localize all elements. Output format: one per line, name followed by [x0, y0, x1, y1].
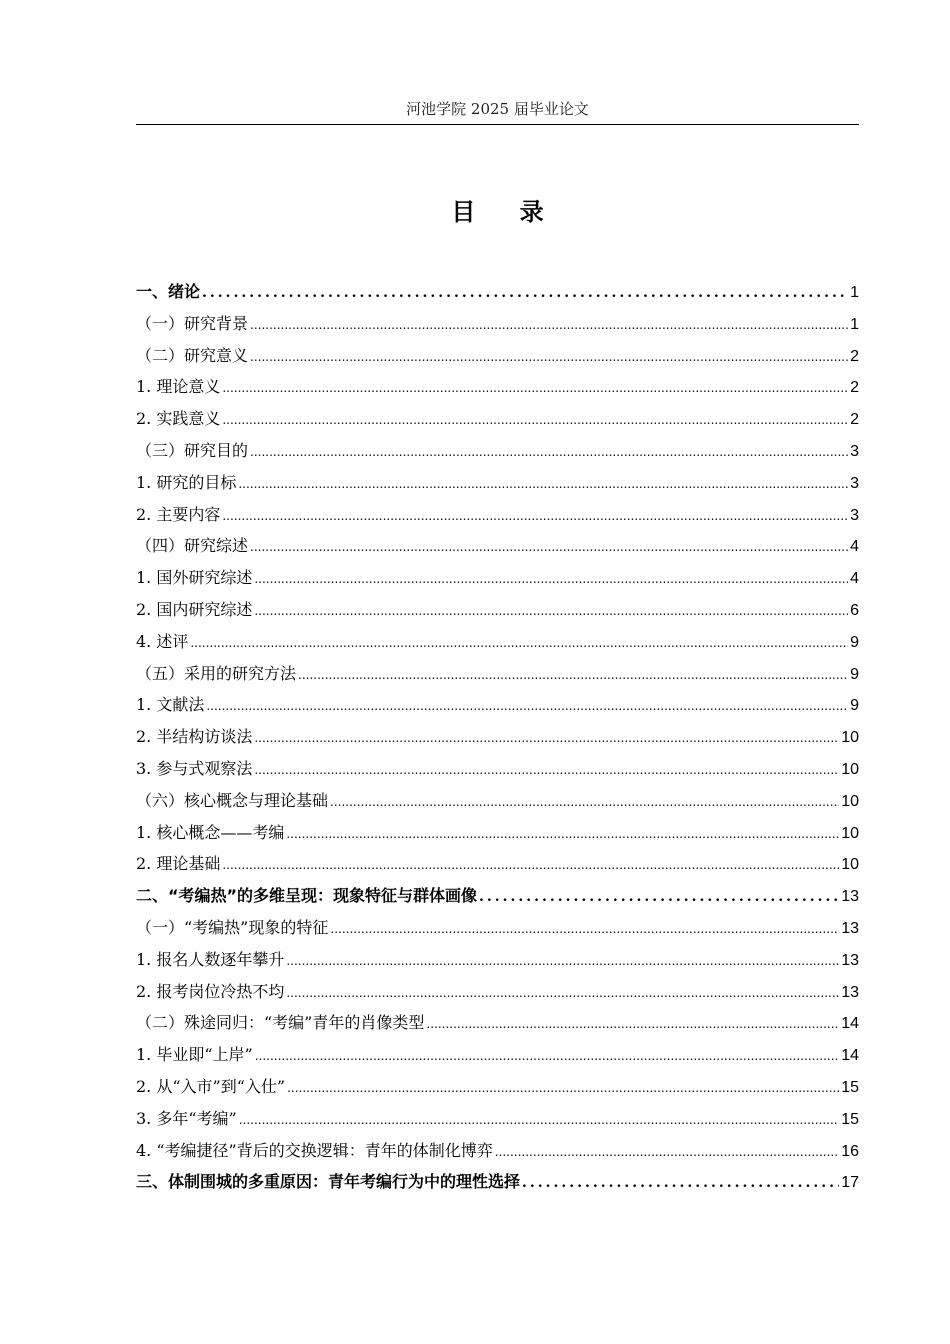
toc-leader-dots — [286, 976, 839, 1010]
toc-entry-page-number: 1 — [850, 284, 859, 301]
toc-leader-dots — [479, 880, 839, 914]
toc-entry[interactable] — [136, 848, 859, 880]
toc-leader-dots — [206, 689, 848, 723]
toc-entry-page-number: 10 — [841, 824, 859, 842]
toc-leader-dots — [287, 1071, 839, 1105]
toc-entry-page-number: 10 — [841, 856, 859, 874]
toc-entry-label: 1. 文献法 — [136, 695, 205, 715]
toc-entry-label: 3. 参与式观察法 — [136, 758, 253, 778]
toc-entry[interactable] — [136, 308, 859, 340]
toc-entry[interactable] — [136, 912, 859, 944]
toc-entry-label: 2. 国内研究综述 — [136, 599, 253, 619]
toc-entry-page-number: 17 — [841, 1174, 859, 1192]
toc-entry-label: （二）研究意义 — [136, 345, 249, 365]
toc-entry-page-number: 9 — [850, 697, 859, 715]
toc-entry-label: （三）研究目的 — [136, 440, 249, 460]
toc-leader-dots — [250, 435, 848, 469]
toc-entry[interactable] — [136, 785, 859, 817]
toc-entry[interactable] — [136, 753, 859, 785]
toc-entry-page-number: 13 — [841, 919, 859, 937]
header-divider — [136, 124, 859, 125]
toc-leader-dots — [495, 1135, 839, 1169]
toc-entry[interactable] — [136, 499, 859, 531]
toc-leader-dots — [255, 1039, 839, 1073]
toc-entry[interactable] — [136, 594, 859, 626]
toc-entry[interactable] — [136, 467, 859, 499]
toc-entry[interactable] — [136, 976, 859, 1008]
toc-entry[interactable] — [136, 658, 859, 690]
toc-entry-label: 二、“考编热”的多维呈现：现象特征与群体画像 — [136, 886, 478, 906]
toc-leader-dots — [254, 721, 839, 755]
page-title: 目 录 — [451, 197, 562, 226]
toc-entry-label: 2. 实践意义 — [136, 409, 221, 429]
toc-entry[interactable] — [136, 1071, 859, 1103]
toc-entry-label: 2. 理论基础 — [136, 854, 221, 874]
toc-entry[interactable] — [136, 1007, 859, 1039]
toc-entry[interactable] — [136, 721, 859, 753]
toc-entry[interactable] — [136, 689, 859, 721]
toc-entry-page-number: 2 — [850, 411, 859, 429]
toc-entry-label: 三、体制围城的多重原因：青年考编行为中的理性选择 — [136, 1172, 521, 1192]
toc-entry[interactable] — [136, 276, 859, 308]
toc-entry[interactable] — [136, 880, 859, 912]
toc-entry[interactable] — [136, 562, 859, 594]
toc-entry-label: （六）核心概念与理论基础 — [136, 790, 329, 810]
toc-entry[interactable] — [136, 403, 859, 435]
toc-leader-dots — [254, 594, 848, 628]
toc-leader-dots — [254, 562, 848, 596]
toc-leader-dots — [202, 276, 848, 310]
toc-entry[interactable] — [136, 1039, 859, 1071]
toc-entry[interactable] — [136, 371, 859, 403]
toc-entry-label: 4. “考编捷径”背后的交换逻辑：青年的体制化博弈 — [136, 1140, 493, 1160]
toc-entry-label: 1. 国外研究综述 — [136, 568, 253, 588]
toc-entry-page-number: 2 — [850, 379, 859, 397]
toc-entry[interactable] — [136, 944, 859, 976]
toc-entry-page-number: 4 — [850, 570, 859, 588]
toc-leader-dots — [426, 1007, 839, 1041]
toc-entry-label: 2. 报考岗位冷热不均 — [136, 981, 285, 1001]
toc-leader-dots — [222, 848, 839, 882]
toc-entry-label: （一）研究背景 — [136, 313, 249, 333]
toc-entry[interactable] — [136, 435, 859, 467]
toc-leader-dots — [522, 1166, 839, 1200]
toc-entry-page-number: 15 — [841, 1110, 859, 1128]
toc-entry-page-number: 14 — [841, 1047, 859, 1065]
toc-entry-label: （四）研究综述 — [136, 536, 249, 556]
toc-entry-page-number: 9 — [850, 633, 859, 651]
toc-entry-label: （二）殊途同归：“考编”青年的肖像类型 — [136, 1013, 425, 1033]
toc-entry-page-number: 3 — [850, 474, 859, 492]
toc-entry[interactable] — [136, 530, 859, 562]
toc-entry-page-number: 9 — [850, 665, 859, 683]
toc-entry-page-number: 10 — [841, 792, 859, 810]
toc-leader-dots — [250, 308, 848, 342]
table-of-contents — [136, 276, 859, 1198]
toc-entry-page-number: 6 — [850, 601, 859, 619]
toc-entry[interactable] — [136, 340, 859, 372]
toc-entry-page-number: 3 — [850, 442, 859, 460]
toc-entry-page-number: 2 — [850, 347, 859, 365]
toc-leader-dots — [222, 403, 848, 437]
toc-entry-label: 1. 核心概念——考编 — [136, 822, 285, 842]
toc-entry-page-number: 16 — [841, 1142, 859, 1160]
toc-leader-dots — [286, 944, 839, 978]
toc-entry-page-number: 13 — [841, 983, 859, 1001]
toc-entry-label: 1. 毕业即“上岸” — [136, 1045, 253, 1065]
toc-entry-label: 2. 从“入市”到“入仕” — [136, 1076, 286, 1096]
toc-entry-page-number: 10 — [841, 729, 859, 747]
toc-entry-label: （五）采用的研究方法 — [136, 663, 297, 683]
toc-leader-dots — [239, 1103, 839, 1137]
toc-entry-label: 1. 理论意义 — [136, 377, 221, 397]
toc-entry-label: （一）“考编热”现象的特征 — [136, 917, 329, 937]
toc-leader-dots — [298, 658, 848, 692]
toc-entry[interactable] — [136, 1166, 859, 1198]
toc-entry[interactable] — [136, 626, 859, 658]
toc-entry-label: 4. 述评 — [136, 631, 189, 651]
toc-leader-dots — [330, 912, 839, 946]
toc-entry-page-number: 3 — [850, 506, 859, 524]
toc-entry-label: 1. 报名人数逐年攀升 — [136, 949, 285, 969]
toc-entry-page-number: 13 — [841, 888, 859, 906]
toc-entry-label: 一、绪论 — [136, 282, 201, 301]
toc-leader-dots — [250, 340, 848, 374]
toc-entry-label: 2. 半结构访谈法 — [136, 727, 253, 747]
toc-leader-dots — [238, 467, 848, 501]
toc-entry-label: 1. 研究的目标 — [136, 472, 237, 492]
toc-leader-dots — [222, 499, 848, 533]
toc-leader-dots — [250, 530, 848, 564]
toc-entry-label: 3. 多年“考编” — [136, 1108, 237, 1128]
toc-entry[interactable] — [136, 817, 859, 849]
toc-leader-dots — [330, 785, 839, 819]
toc-entry-page-number: 14 — [841, 1015, 859, 1033]
toc-leader-dots — [286, 817, 839, 851]
toc-leader-dots — [190, 626, 848, 660]
toc-leader-dots — [254, 753, 839, 787]
toc-entry-page-number: 4 — [850, 538, 859, 556]
toc-entry-page-number: 15 — [841, 1078, 859, 1096]
toc-entry-page-number: 13 — [841, 951, 859, 969]
toc-entry[interactable] — [136, 1135, 859, 1167]
toc-leader-dots — [222, 371, 848, 405]
toc-entry-label: 2. 主要内容 — [136, 504, 221, 524]
toc-entry[interactable] — [136, 1103, 859, 1135]
running-header: 河池学院 2025 届毕业论文 — [406, 100, 589, 118]
toc-entry-page-number: 10 — [841, 760, 859, 778]
toc-entry-page-number: 1 — [850, 315, 859, 333]
